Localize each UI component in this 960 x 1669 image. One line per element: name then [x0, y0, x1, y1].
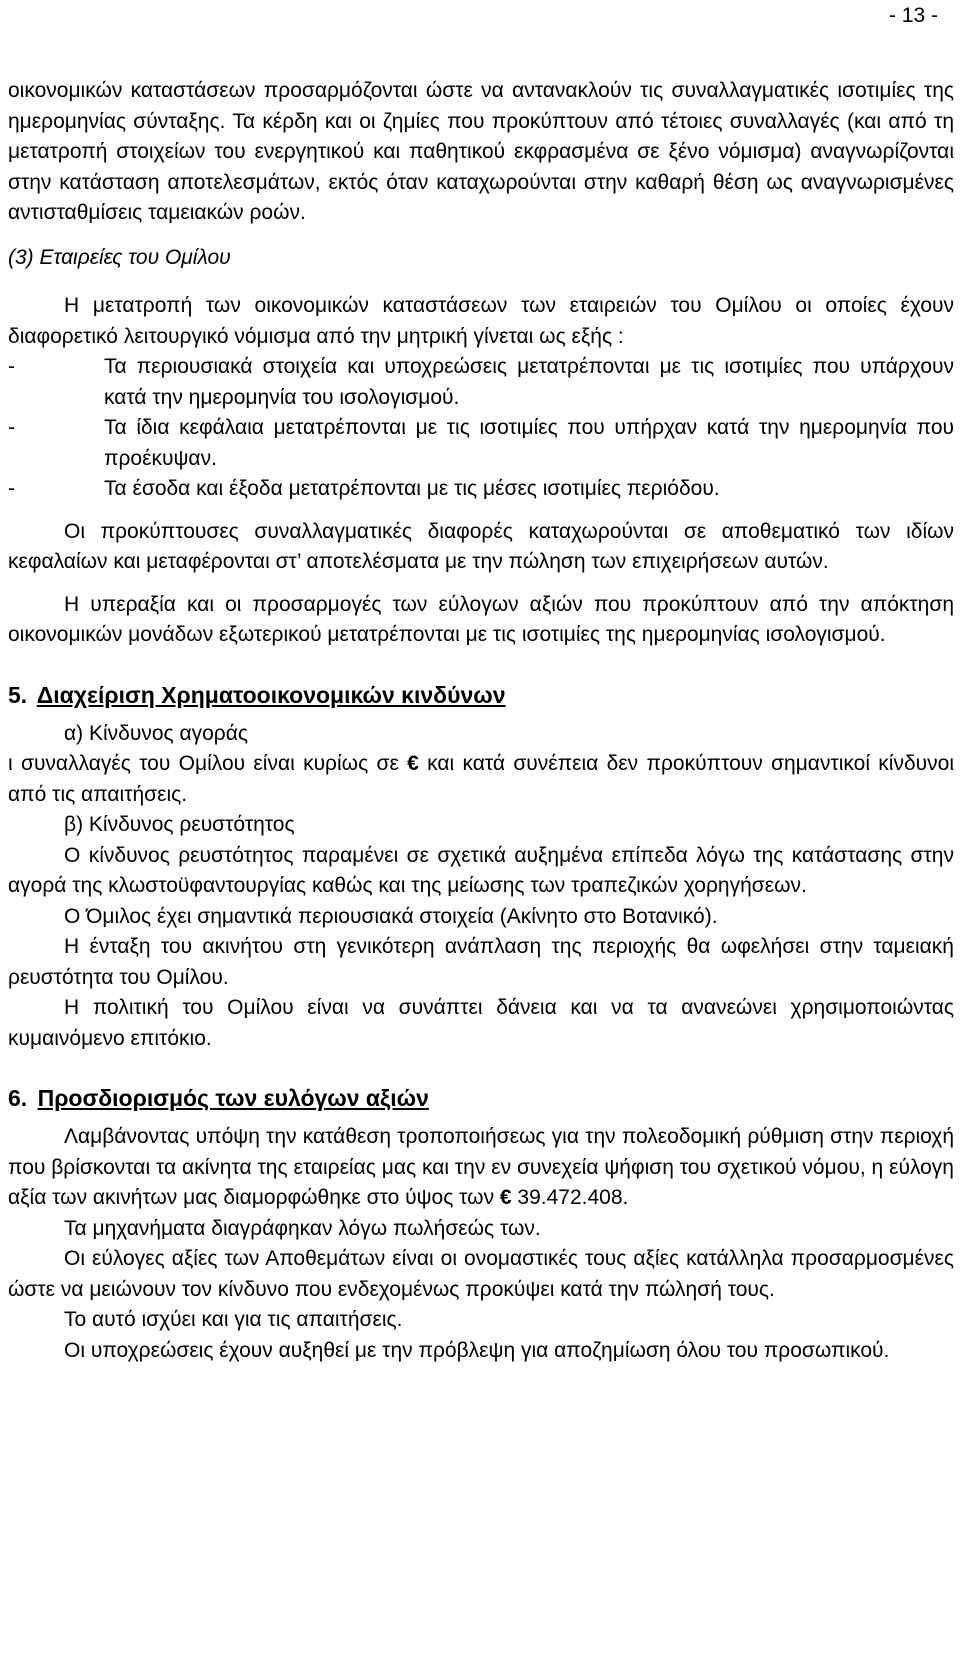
- fair-value-paragraph-5: Οι υποχρεώσεις έχουν αυξηθεί με την πρόβλεψη για αποζημίωση όλου του προσωπικού.: [64, 1338, 890, 1362]
- fair-value-paragraph-2: Τα μηχανήματα διαγράφηκαν λόγω πωλήσεώς των.: [64, 1216, 541, 1240]
- list-item: - Τα ίδια κεφάλαια μετατρέπονται με τις ισοτιμίες που υπήρχαν κατά την ημερομηνία που προέκυψαν.: [8, 413, 954, 474]
- market-risk-heading: α) Κίνδυνος αγοράς: [64, 721, 248, 745]
- intro-paragraph: οικονομικών καταστάσεων προσαρμόζονται ώστε να αντανακλούν τις συναλλαγματικές ισοτιμίες της ημερομηνίας σύνταξης. Τα κέρδη και οι ζημίες που προκύπτουν από τέτοιες συναλλαγές (και από τη μετατροπή στοιχείων του ενεργητικού και παθητικού εκφρασμένα σε ξένο νόμισμα) αναγνωρίζονται στην κατάσταση αποτελεσμάτων, εκτός όταν καταχωρούνται στην καθαρή θέση ως αναγνωρισμένες αντισταθμίσεις ταμειακών ροών.: [8, 79, 954, 224]
- fair-value-paragraph-4: Το αυτό ισχύει και για τις απαιτήσεις.: [64, 1308, 403, 1331]
- fair-value-text-1: Λαμβάνοντας υπόψη την κατάθεση τροποποιήσεως για την πολεοδομική ρύθμιση στην περιοχή που βρίσκονται τα ακίνητα της εταιρείας μας και την εν συνεχεία ψήφιση του σχετικού νόμου, η εύλογη αξία των ακινήτων μας διαμορφώθηκε στο ύψος των: [8, 1125, 954, 1209]
- liquidity-paragraph-3: Η ένταξη του ακινήτου στη γενικότερη ανάπλαση της περιοχής θα ωφελήσει στην ταμειακή ρευστότητα του Ομίλου.: [8, 935, 954, 989]
- section-6-number: 6.: [8, 1085, 28, 1111]
- liquidity-risk-heading: β) Κίνδυνος ρευστότητος: [64, 813, 295, 836]
- subsection-3-heading: (3) Εταιρείες του Ομίλου: [8, 245, 231, 269]
- subsection-3-paragraph-2: Οι προκύπτουσες συναλλαγματικές διαφορές καταχωρούνται σε αποθεματικό των ιδίων κεφαλαίων και μεταφέρονται στ’ αποτελέσματα με την πώληση των επιχειρήσεων αυτών.: [8, 519, 954, 573]
- fair-value-paragraph-3: Οι εύλογες αξίες των Αποθεμάτων είναι οι ονομαστικές τους αξίες κατάλληλα προσαρμοσμένες ώστε να μειώνουν τον κίνδυνο που ενδεχομένως προκύψει κατά την πώλησή τους.: [8, 1247, 954, 1301]
- liquidity-paragraph-4: Η πολιτική του Ομίλου είναι να συνάπτει δάνεια και να τα ανανεώνει χρησιμοποιώντας κυμαινόμενο επιτόκιο.: [8, 996, 954, 1050]
- section-5-title: Διαχείριση Χρηματοοικονομικών κινδύνων: [36, 681, 506, 708]
- list-item: - Τα έσοδα και έξοδα μετατρέπονται με τις μέσες ισοτιμίες περιόδου.: [8, 474, 954, 505]
- section-5-number: 5.: [8, 681, 28, 708]
- euro-symbol: €: [499, 1186, 512, 1209]
- page-number: - 13 -: [888, 4, 938, 27]
- section-6-title: Προσδιορισμός των ευλόγων αξιών: [37, 1085, 429, 1111]
- market-risk-text-2: και κατά συνέπεια δεν προκύπτουν σημαντικοί κίνδυνοι από τις απαιτήσεις.: [8, 752, 954, 806]
- liquidity-paragraph-1: Ο κίνδυνος ρευστότητος παραμένει σε σχετικά αυξημένα επίπεδα λόγω της κατάστασης στην αγορά της κλωστοϋφαντουργίας καθώς και της μείωσης των τραπεζικών χορηγήσεων.: [8, 843, 954, 897]
- subsection-3-paragraph-1: Η μετατροπή των οικονομικών καταστάσεων των εταιρειών του Ομίλου οι οποίες έχουν διαφορετικό λειτουργικό νόμισμα από την μητρική γίνεται ως εξής :: [8, 294, 954, 348]
- euro-symbol: €: [407, 752, 419, 775]
- section-6-heading: [8, 1082, 954, 1114]
- fair-value-amount: 39.472.408.: [511, 1186, 629, 1209]
- list-item: - Τα περιουσιακά στοιχεία και υποχρεώσεις μετατρέπονται με τις ισοτιμίες που υπάρχουν κατά την ημερομηνία του ισολογισμού.: [8, 352, 954, 413]
- page-content: [8, 76, 954, 1366]
- liquidity-paragraph-2: Ο Όμιλος έχει σημαντικά περιουσιακά στοιχεία (Ακίνητο στο Βοτανικό).: [64, 904, 718, 928]
- conversion-list: [8, 352, 954, 505]
- section-5-heading: [8, 679, 954, 711]
- market-risk-text-1: ι συναλλαγές του Ομίλου είναι κυρίως σε: [8, 752, 408, 775]
- subsection-3-paragraph-3: Η υπεραξία και οι προσαρμογές των εύλογων αξιών που προκύπτουν από την απόκτηση οικονομικών μονάδων εξωτερικού μετατρέπονται με τις ισοτιμίες της ημερομηνίας ισολογισμού.: [8, 592, 954, 646]
- fair-value-paragraph-1: [8, 1122, 954, 1214]
- market-risk-paragraph: [8, 749, 954, 810]
